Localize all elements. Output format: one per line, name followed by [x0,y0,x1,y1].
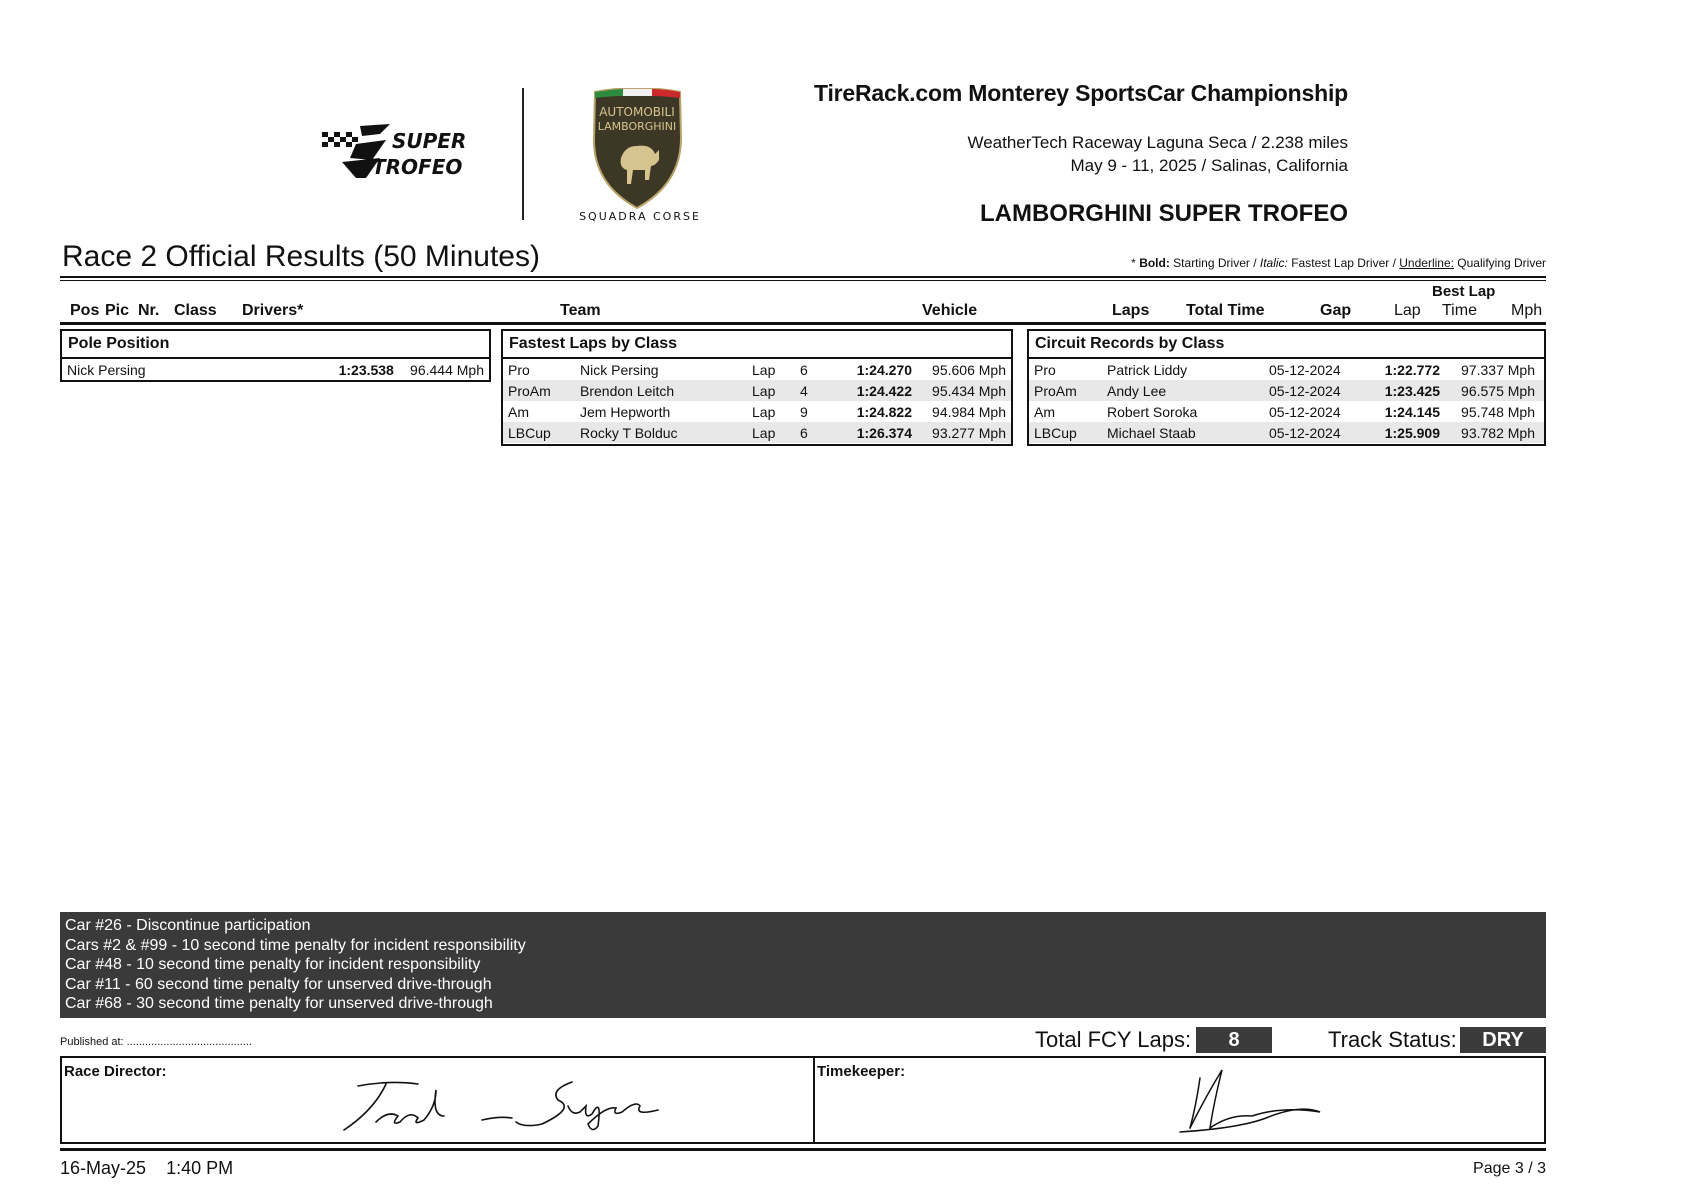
circuit-record-speed: 93.782 Mph [1461,424,1535,441]
race-director-label: Race Director: [64,1063,167,1080]
col-best-lap-group: Best Lap [1432,283,1496,300]
driver-legend [1000,256,1546,270]
col-gap: Gap [1320,302,1352,319]
venue-line: WeatherTech Raceway Laguna Seca / 2.238 miles [967,133,1348,152]
footer-rule [60,1148,1546,1151]
circuit-record-date: 05-12-2024 [1269,403,1341,420]
lambo-word-automobili: AUTOMOBILI [599,105,675,119]
circuit-record-speed: 97.337 Mph [1461,361,1535,378]
circuit-record-class: ProAm [1034,382,1077,399]
fastest-lap-lap-number: 9 [800,403,808,420]
col-vehicle: Vehicle [922,302,978,319]
race-note: Car #26 - Discontinue participation [65,917,311,934]
fastest-lap-row [503,359,1011,380]
col-total-time: Total Time [1186,302,1265,319]
fastest-lap-lap-number: 6 [800,361,808,378]
legend-italic-key: Italic: [1259,256,1288,270]
pole-row [62,359,489,380]
circuit-record-driver: Michael Staab [1107,424,1196,441]
fastest-lap-driver: Rocky T Bolduc [580,424,678,441]
col-drivers: Drivers* [242,302,304,319]
signature-divider [813,1056,815,1144]
fastest-laps-box [501,329,1013,446]
logo-word-trofeo: TROFEO [372,155,463,179]
fastest-lap-time: 1:26.374 [856,424,912,441]
col-laps: Laps [1112,302,1150,319]
fastest-lap-lap-number: 6 [800,424,808,441]
fastest-lap-lap-label: Lap [752,424,776,441]
legend-underline-key: Underline: [1399,256,1454,270]
fastest-lap-class: Am [508,403,529,420]
race-note: Cars #2 & #99 - 10 second time penalty for incident responsibility [65,936,526,954]
col-class: Class [174,302,217,319]
fastest-lap-lap-label: Lap [752,361,776,378]
circuit-record-time: 1:22.772 [1384,361,1440,378]
legend-bold-key: Bold: [1139,256,1170,270]
race-note: Car #11 - 60 second time penalty for unserved drive-through [65,975,492,993]
circuit-records-box [1027,329,1546,446]
timekeeper-label: Timekeeper: [817,1063,906,1080]
published-at: Published at: ......................................... [60,1036,252,1048]
fastest-lap-speed: 95.434 Mph [932,382,1006,399]
col-mph: Mph [1511,302,1543,319]
circuit-record-time: 1:24.145 [1384,403,1440,420]
race-director-signature [340,1076,680,1136]
fastest-lap-time: 1:24.422 [856,382,912,399]
race-notes [60,912,1546,1018]
lambo-word-lamborghini: LAMBORGHINI [597,120,677,133]
legend-underline-text: Qualifying Driver [1453,256,1546,270]
col-team: Team [560,302,601,319]
pole-speed: 96.444 Mph [410,361,484,378]
legend-italic-text: Fastest Lap Driver / [1287,256,1400,270]
circuit-record-speed: 95.748 Mph [1461,403,1535,420]
circuit-record-date: 05-12-2024 [1269,382,1341,399]
fastest-lap-driver: Brendon Leitch [580,382,675,399]
circuit-record-driver: Patrick Liddy [1107,361,1188,378]
fastest-lap-driver: Jem Hepworth [580,403,671,420]
page-number: Page 3 / 3 [1473,1160,1546,1177]
circuit-record-driver: Robert Soroka [1107,403,1198,420]
championship-title: TireRack.com Monterey SportsCar Championship [814,80,1348,106]
fastest-lap-lap-label: Lap [752,403,776,420]
fastest-lap-speed: 94.984 Mph [932,403,1006,420]
fastest-lap-speed: 95.606 Mph [932,361,1006,378]
circuit-record-time: 1:25.909 [1384,424,1440,441]
print-timestamp [60,1158,233,1179]
col-best-time: Time [1442,302,1477,319]
title-rule-thin [60,280,1546,281]
fastest-lap-row [503,380,1011,401]
fastest-lap-class: LBCup [508,424,551,441]
timekeeper-signature [1170,1066,1330,1136]
print-date: 16-May-25 [60,1158,147,1178]
circuit-record-class: LBCup [1034,424,1077,441]
circuit-record-row [1029,401,1544,422]
fastest-lap-lap-number: 4 [800,382,808,399]
pole-position-title: Pole Position [62,331,489,359]
dates-line: May 9 - 11, 2025 / Salinas, California [1070,156,1348,175]
title-rule [60,276,1546,278]
fastest-lap-row [503,422,1011,443]
race-note: Car #48 - 10 second time penalty for incident responsibility [65,956,481,974]
pole-time: 1:23.538 [338,361,394,378]
super-trofeo-logo [320,118,480,188]
page-title: Race 2 Official Results (50 Minutes) [62,240,540,273]
circuit-record-date: 05-12-2024 [1269,424,1341,441]
fastest-lap-lap-label: Lap [752,382,776,399]
track-status-label: Track Status: [1328,1027,1457,1052]
circuit-records-title: Circuit Records by Class [1029,331,1544,359]
fastest-lap-time: 1:24.822 [856,403,912,420]
logo-word-super: SUPER [392,129,467,153]
circuit-record-time: 1:23.425 [1384,382,1440,399]
circuit-record-row [1029,359,1544,380]
circuit-record-date: 05-12-2024 [1269,361,1341,378]
fcy-laps-value: 8 [1196,1027,1272,1053]
squadra-corse-wordmark: SQUADRA CORSE [579,210,701,223]
circuit-record-class: Am [1034,403,1055,420]
fastest-lap-class: ProAm [508,382,551,399]
fastest-lap-time: 1:24.270 [856,361,912,378]
track-status-value: DRY [1460,1027,1546,1053]
circuit-record-speed: 96.575 Mph [1461,382,1535,399]
col-pic: Pic [105,302,130,319]
print-time: 1:40 PM [166,1158,234,1178]
col-best-lap: Lap [1394,302,1421,319]
circuit-record-driver: Andy Lee [1107,382,1167,399]
legend-bold-text: Starting Driver / [1169,256,1260,270]
logo-divider [522,88,524,220]
pole-position-box [60,329,491,382]
col-pos: Pos [70,302,100,319]
legend-prefix: * [1131,256,1140,270]
circuit-record-row [1029,422,1544,443]
fastest-lap-class: Pro [508,361,530,378]
header-rule [60,322,1546,325]
series-title: LAMBORGHINI SUPER TROFEO [979,200,1348,227]
lamborghini-shield-logo [585,88,690,210]
fastest-lap-speed: 93.277 Mph [932,424,1006,441]
circuit-record-class: Pro [1034,361,1056,378]
fcy-laps-label: Total FCY Laps: [1035,1027,1192,1052]
fastest-lap-driver: Nick Persing [580,361,659,378]
race-note: Car #68 - 30 second time penalty for unserved drive-through [65,995,493,1013]
pole-driver: Nick Persing [67,361,146,378]
circuit-record-row [1029,380,1544,401]
fastest-lap-row [503,401,1011,422]
col-nr: Nr. [138,302,160,319]
fastest-laps-title: Fastest Laps by Class [503,331,1011,359]
